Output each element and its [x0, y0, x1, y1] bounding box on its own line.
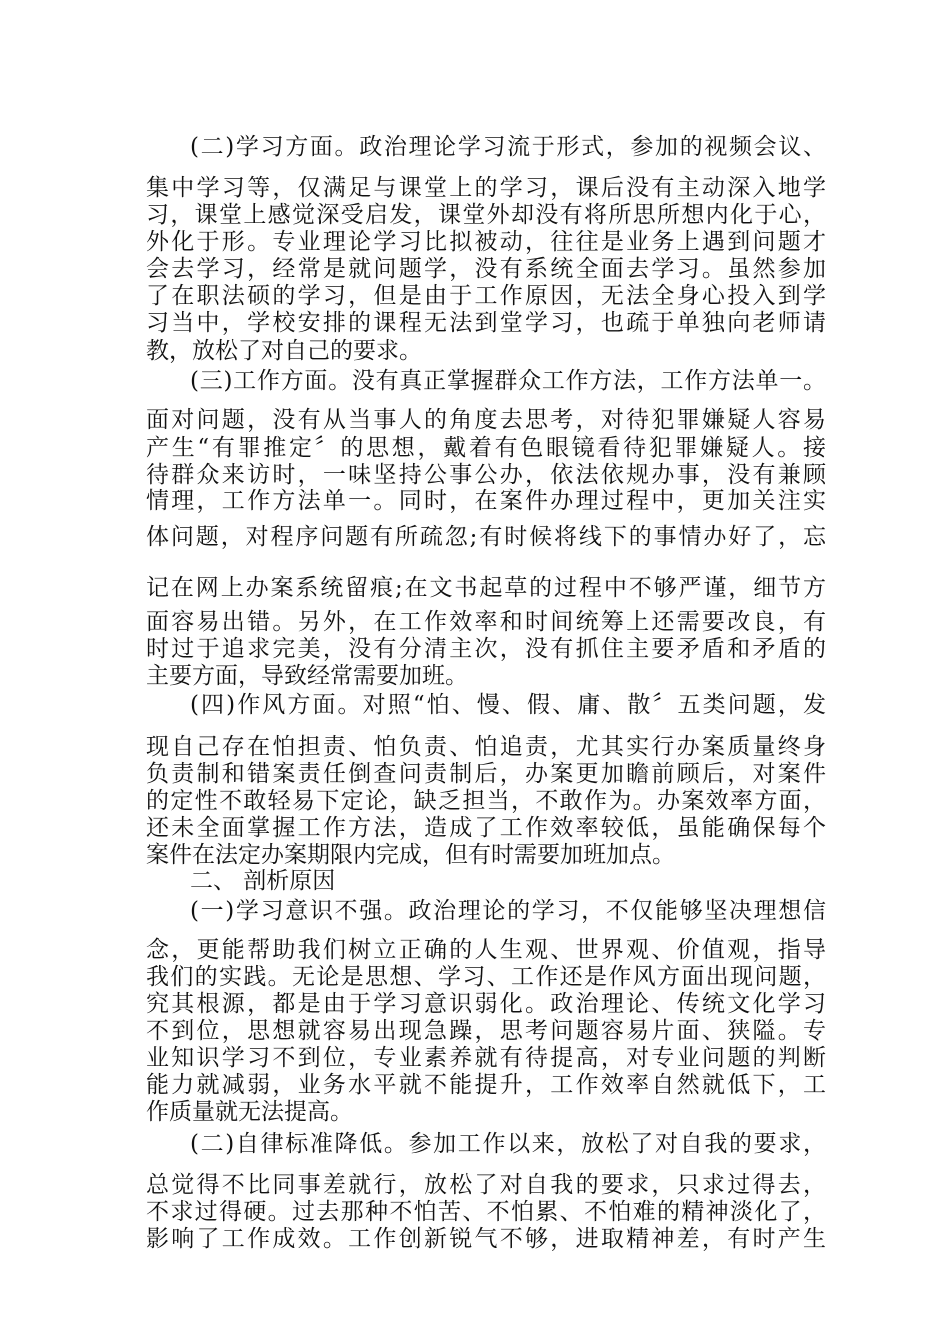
text-line: 的定性不敢轻易下定论，缺乏担当，不敢作为。办案效率方面， — [146, 788, 826, 814]
text-line: 时过于追求完美，没有分清主次，没有抓住主要矛盾和矛盾的 — [146, 636, 826, 662]
text-line: 案件在法定办案期限内完成，但有时需要加班加点。 — [146, 842, 675, 868]
text-line: 总觉得不比同事差就行，放松了对自我的要求，只求过得去， — [146, 1172, 826, 1198]
text-line: 念，更能帮助我们树立正确的人生观、世界观、价值观，指导 — [146, 937, 826, 963]
text-line: (三)工作方面。没有真正掌握群众工作方法，工作方法单一。 — [190, 368, 826, 394]
text-line: 习，课堂上感觉深受启发，课堂外却没有将所思所想内化于心， — [146, 202, 826, 228]
text-line: 集中学习等，仅满足与课堂上的学习，课后没有主动深入地学 — [146, 175, 826, 201]
text-line: 教，放松了对自己的要求。 — [146, 338, 422, 364]
text-line: 体问题，对程序问题有所疏忽;有时候将线下的事情办好了，忘 — [146, 524, 826, 550]
text-line: 还未全面掌握工作方法，造成了工作效率较低，虽能确保每个 — [146, 815, 826, 841]
text-line: 究其根源，都是由于学习意识弱化。政治理论、传统文化学习 — [146, 991, 826, 1017]
text-line: 待群众来访时，一味坚持公事公办，依法依规办事，没有兼顾 — [146, 462, 826, 488]
text-line: 习当中，学校安排的课程无法到堂学习，也疏于单独向老师请 — [146, 310, 826, 336]
text-line: (一)学习意识不强。政治理论的学习，不仅能够坚决理想信 — [190, 898, 826, 924]
text-line: 面容易出错。另外，在工作效率和时间统筹上还需要改良，有 — [146, 609, 826, 635]
text-line: (二)自律标准降低。参加工作以来，放松了对自我的要求， — [190, 1131, 826, 1157]
text-line: 情理，工作方法单一。同时，在案件办理过程中，更加关注实 — [146, 488, 826, 514]
text-line: 影响了工作成效。工作创新锐气不够，进取精神差，有时产生 — [146, 1226, 826, 1252]
text-line: 记在网上办案系统留痕;在文书起草的过程中不够严谨，细节方 — [146, 575, 826, 601]
text-line: (二)学习方面。政治理论学习流于形式，参加的视频会议、 — [190, 134, 826, 160]
text-line: 我们的实践。无论是思想、学习、工作还是作风方面出现问题， — [146, 964, 826, 990]
text-line: (四)作风方面。对照“怕、慢、假、庸、散〞五类问题，发 — [190, 692, 826, 718]
text-line: 不求过得硬。过去那种不怕苦、不怕累、不怕难的精神淡化了， — [146, 1199, 826, 1225]
text-line: 了在职法硕的学习，但是由于工作原因，无法全身心投入到学 — [146, 283, 826, 309]
text-line: 外化于形。专业理论学习比拟被动，往往是业务上遇到问题才 — [146, 229, 826, 255]
text-line: 负责制和错案责任倒查问责制后，办案更加瞻前顾后，对案件 — [146, 761, 826, 787]
text-line: 作质量就无法提高。 — [146, 1099, 353, 1125]
text-line: 不到位，思想就容易出现急躁，思考问题容易片面、狭隘。专 — [146, 1018, 826, 1044]
text-line: 会去学习，经常是就问题学，没有系统全面去学习。虽然参加 — [146, 256, 826, 282]
section-heading: 二、 剖析原因 — [190, 868, 336, 894]
text-line: 面对问题，没有从当事人的角度去思考，对待犯罪嫌疑人容易 — [146, 407, 826, 433]
text-line: 现自己存在怕担责、怕负责、怕追责，尤其实行办案质量终身 — [146, 734, 826, 760]
text-line: 主要方面，导致经常需要加班。 — [146, 663, 468, 689]
text-line: 业知识学习不到位，专业素养就有待提高，对专业问题的判断 — [146, 1045, 826, 1071]
text-line: 产生“有罪推定〞的思想，戴着有色眼镜看待犯罪嫌疑人。接 — [146, 435, 826, 461]
text-line: 能力就减弱，业务水平就不能提升，工作效率自然就低下，工 — [146, 1072, 826, 1098]
